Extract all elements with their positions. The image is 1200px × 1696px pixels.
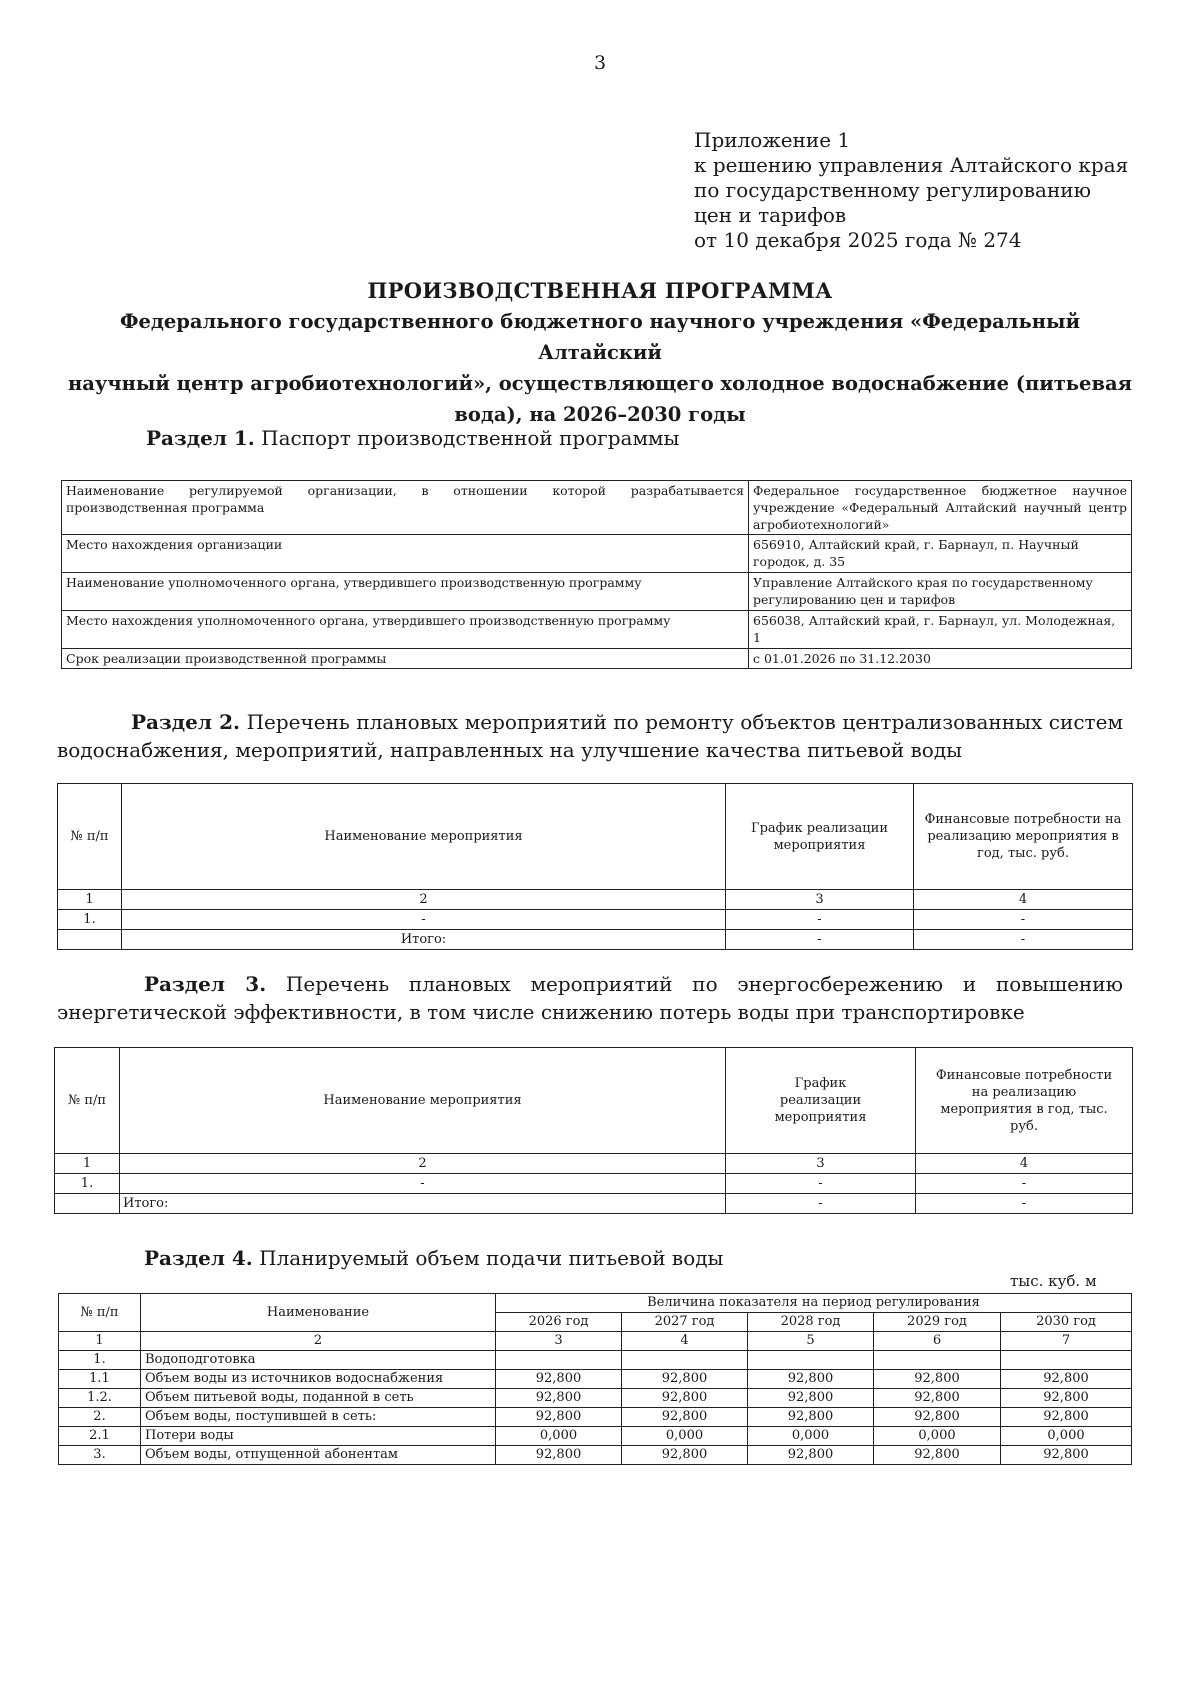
year-header: 2029 год xyxy=(874,1313,1001,1332)
table-cell xyxy=(55,1194,120,1214)
appendix-block xyxy=(694,128,1128,253)
subtitle-line: научный центр агробиотехнологий», осуществляющего холодное водоснабжение (питьевая xyxy=(67,372,1133,395)
section1-heading xyxy=(146,424,679,452)
table-cell: - xyxy=(726,910,914,930)
table-cell: - xyxy=(916,1174,1133,1194)
section1-heading-text: Паспорт производственной программы xyxy=(254,426,680,450)
column-number: 3 xyxy=(726,1154,916,1174)
year-header: 2027 год xyxy=(622,1313,748,1332)
row-value: 92,800 xyxy=(874,1408,1001,1427)
subtitle-line: Федерального государственного бюджетного научного учреждения «Федеральный Алтайский xyxy=(119,310,1081,364)
passport-label: Наименование уполномоченного органа, утвердившего производственную программу xyxy=(62,573,749,611)
unit-label: тыс. куб. м xyxy=(1010,1272,1097,1290)
section3-heading-text: Перечень плановых мероприятий по энергосбережению и повышению энергетической эффективности, в том числе снижению потерь воды при транспортировке xyxy=(57,972,1123,1024)
row-value: 0,000 xyxy=(496,1427,622,1446)
header-cell: Финансовые потребности на реализацию мероприятия в год, тыс. руб. xyxy=(914,784,1133,890)
section2-table xyxy=(57,783,1133,950)
row-value: 92,800 xyxy=(622,1389,748,1408)
row-value: 0,000 xyxy=(874,1427,1001,1446)
column-number: 3 xyxy=(726,890,914,910)
column-number-row xyxy=(55,1154,1133,1174)
header-cell: № п/п xyxy=(58,784,122,890)
table-cell: - xyxy=(726,1194,916,1214)
passport-table xyxy=(61,480,1132,669)
page-number: 3 xyxy=(593,52,607,74)
column-number: 4 xyxy=(622,1332,748,1351)
table-cell xyxy=(58,930,122,950)
section3-table xyxy=(54,1047,1133,1214)
section4-heading-number: Раздел 4. xyxy=(144,1246,253,1270)
section1-heading-number: Раздел 1. xyxy=(146,426,255,450)
appendix-line: Приложение 1 xyxy=(694,128,851,152)
total-label: Итого: xyxy=(120,1194,726,1214)
passport-value: 656038, Алтайский край, г. Барнаул, ул. Молодежная, 1 xyxy=(749,611,1132,649)
year-header: 2028 год xyxy=(748,1313,874,1332)
column-number: 2 xyxy=(120,1154,726,1174)
passport-value: 656910, Алтайский край, г. Барнаул, п. Научный городок, д. 35 xyxy=(749,535,1132,573)
subtitle-line: вода), на 2026–2030 годы xyxy=(454,403,746,426)
section2-heading-number: Раздел 2. xyxy=(131,710,240,734)
row-value: 92,800 xyxy=(622,1370,748,1389)
table-row xyxy=(59,1370,1132,1389)
program-title: ПРОИЗВОДСТВЕННАЯ ПРОГРАММА xyxy=(367,278,833,303)
header-cell: График реализации мероприятия xyxy=(726,784,914,890)
header-cell: График реализации мероприятия xyxy=(726,1048,916,1154)
section3-heading xyxy=(57,970,1123,1026)
header-cell: № п/п xyxy=(55,1048,120,1154)
total-label: Итого: xyxy=(122,930,726,950)
total-row xyxy=(55,1194,1133,1214)
header-cell: Наименование мероприятия xyxy=(120,1048,726,1154)
total-row xyxy=(58,930,1133,950)
header-cell: Финансовые потребности на реализацию мероприятия в год, тыс. руб. xyxy=(916,1048,1133,1154)
table-row xyxy=(62,611,1132,649)
column-number: 6 xyxy=(874,1332,1001,1351)
table-cell: - xyxy=(916,1194,1133,1214)
passport-value: Федеральное государственное бюджетное научное учреждение «Федеральный Алтайский научный центр агробиотехнологий» xyxy=(749,481,1132,535)
row-value: 0,000 xyxy=(748,1427,874,1446)
passport-value: с 01.01.2026 по 31.12.2030 xyxy=(749,649,1132,669)
row-value: 92,800 xyxy=(748,1389,874,1408)
row-number: 1.2. xyxy=(59,1389,141,1408)
row-value: 0,000 xyxy=(1001,1427,1132,1446)
passport-value: Управление Алтайского края по государственному регулированию цен и тарифов xyxy=(749,573,1132,611)
header-cell: Величина показателя на период регулирования xyxy=(496,1294,1132,1313)
table-cell: - xyxy=(726,1174,916,1194)
appendix-line: от 10 декабря 2025 года № 274 xyxy=(694,228,1022,252)
column-number: 1 xyxy=(59,1332,141,1351)
row-value: 92,800 xyxy=(874,1370,1001,1389)
table-row xyxy=(62,535,1132,573)
appendix-line: по государственному регулированию xyxy=(694,178,1092,202)
table-row xyxy=(59,1446,1132,1465)
table-header-row xyxy=(55,1048,1133,1154)
header-cell: Наименование мероприятия xyxy=(122,784,726,890)
row-value xyxy=(496,1351,622,1370)
row-value: 92,800 xyxy=(748,1408,874,1427)
row-value: 92,800 xyxy=(622,1446,748,1465)
appendix-line: к решению управления Алтайского края xyxy=(694,153,1129,177)
row-value: 92,800 xyxy=(1001,1370,1132,1389)
row-number: 2. xyxy=(59,1408,141,1427)
table-row xyxy=(55,1174,1133,1194)
row-value xyxy=(1001,1351,1132,1370)
row-value: 92,800 xyxy=(496,1446,622,1465)
row-value: 92,800 xyxy=(874,1389,1001,1408)
section4-table xyxy=(58,1293,1132,1465)
table-header-row xyxy=(59,1294,1132,1313)
header-cell: № п/п xyxy=(59,1294,141,1332)
row-number: 3. xyxy=(59,1446,141,1465)
row-number: 1. xyxy=(59,1351,141,1370)
column-number-row xyxy=(59,1332,1132,1351)
passport-label: Срок реализации производственной программы xyxy=(62,649,749,669)
column-number: 2 xyxy=(141,1332,496,1351)
table-cell: - xyxy=(122,910,726,930)
table-cell: 1. xyxy=(55,1174,120,1194)
passport-label: Место нахождения организации xyxy=(62,535,749,573)
table-cell: 1. xyxy=(58,910,122,930)
column-number: 4 xyxy=(916,1154,1133,1174)
table-cell: - xyxy=(914,910,1133,930)
table-header-row xyxy=(58,784,1133,890)
section4-heading-text: Планируемый объем подачи питьевой воды xyxy=(252,1246,724,1270)
program-subtitle xyxy=(60,306,1140,430)
row-value: 92,800 xyxy=(748,1370,874,1389)
row-value: 92,800 xyxy=(874,1446,1001,1465)
row-value: 92,800 xyxy=(1001,1389,1132,1408)
column-number: 1 xyxy=(55,1154,120,1174)
row-value xyxy=(622,1351,748,1370)
year-header: 2026 год xyxy=(496,1313,622,1332)
row-number: 2.1 xyxy=(59,1427,141,1446)
section4-heading xyxy=(144,1244,723,1272)
section2-heading xyxy=(57,708,1123,764)
row-name: Водоподготовка xyxy=(141,1351,496,1370)
table-row xyxy=(59,1351,1132,1370)
section2-heading-text: Перечень плановых мероприятий по ремонту объектов централизованных систем водоснабжения, мероприятий, направленных на улучшение качества питьевой воды xyxy=(57,710,1123,762)
row-value: 92,800 xyxy=(496,1389,622,1408)
column-number: 4 xyxy=(914,890,1133,910)
table-row xyxy=(59,1427,1132,1446)
table-row xyxy=(58,910,1133,930)
row-name: Объем воды, поступившей в сеть: xyxy=(141,1408,496,1427)
row-value: 92,800 xyxy=(1001,1408,1132,1427)
row-value xyxy=(748,1351,874,1370)
appendix-line: цен и тарифов xyxy=(694,203,847,227)
passport-label: Наименование регулируемой организации, в отношении которой разрабатывается производственная программа xyxy=(62,481,749,535)
table-row xyxy=(62,481,1132,535)
row-number: 1.1 xyxy=(59,1370,141,1389)
table-row xyxy=(59,1408,1132,1427)
row-value xyxy=(874,1351,1001,1370)
table-row xyxy=(62,573,1132,611)
row-name: Объем воды, отпущенной абонентам xyxy=(141,1446,496,1465)
table-cell: - xyxy=(914,930,1133,950)
column-number: 5 xyxy=(748,1332,874,1351)
row-value: 92,800 xyxy=(622,1408,748,1427)
column-number: 2 xyxy=(122,890,726,910)
row-name: Потери воды xyxy=(141,1427,496,1446)
row-name: Объем воды из источников водоснабжения xyxy=(141,1370,496,1389)
column-number: 7 xyxy=(1001,1332,1132,1351)
table-cell: - xyxy=(726,930,914,950)
column-number: 1 xyxy=(58,890,122,910)
table-row xyxy=(59,1389,1132,1408)
column-number: 3 xyxy=(496,1332,622,1351)
header-cell: Наименование xyxy=(141,1294,496,1332)
table-row xyxy=(62,649,1132,669)
column-number-row xyxy=(58,890,1133,910)
year-header: 2030 год xyxy=(1001,1313,1132,1332)
passport-label: Место нахождения уполномоченного органа, утвердившего производственную программу xyxy=(62,611,749,649)
row-value: 92,800 xyxy=(496,1408,622,1427)
row-name: Объем питьевой воды, поданной в сеть xyxy=(141,1389,496,1408)
row-value: 92,800 xyxy=(1001,1446,1132,1465)
section3-heading-number: Раздел 3. xyxy=(144,972,267,996)
row-value: 0,000 xyxy=(622,1427,748,1446)
table-cell: - xyxy=(120,1174,726,1194)
row-value: 92,800 xyxy=(496,1370,622,1389)
row-value: 92,800 xyxy=(748,1446,874,1465)
